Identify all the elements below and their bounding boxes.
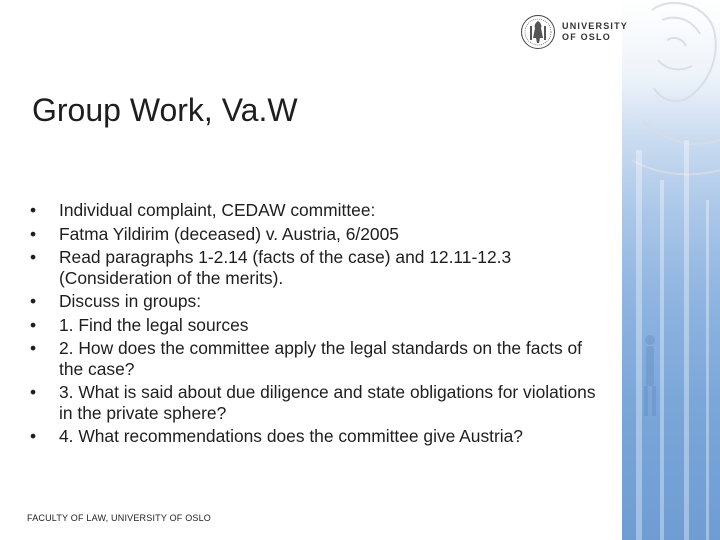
bullet-item (30, 338, 610, 379)
bullet-item (30, 200, 610, 221)
bullet-marker: • (30, 223, 37, 244)
decorative-side-band (622, 0, 720, 540)
slide-footer: FACULTY OF LAW, UNIVERSITY OF OSLO (27, 513, 212, 523)
university-seal-icon (520, 14, 556, 50)
bullet-item (30, 426, 610, 447)
bullet-text: 3. What is said about due diligence and state obligations for violations in the private sphere? (59, 382, 596, 423)
bullet-item (30, 247, 610, 288)
bullet-marker: • (30, 200, 37, 220)
bullet-text: 4. What recommendations does the committee give Austria? (59, 426, 523, 446)
bullet-marker: • (30, 314, 37, 335)
bullet-text: Individual complaint, CEDAW committee: (59, 200, 376, 220)
bullet-marker: • (30, 338, 37, 358)
bullet-item (30, 291, 610, 312)
bullet-text: Fatma Yildirim (deceased) v. Austria, 6/2005 (59, 223, 399, 244)
bullet-marker: • (30, 247, 37, 267)
bullet-item (30, 224, 610, 245)
logo-text (562, 21, 628, 43)
bullet-text: Read paragraphs 1-2.14 (facts of the case) and 12.11-12.3 (Consideration of the merits). (59, 247, 512, 288)
bullet-marker: • (30, 426, 37, 446)
bullet-marker: • (30, 291, 37, 311)
bullet-item (30, 315, 610, 336)
bullet-marker: • (30, 382, 37, 402)
university-logo (520, 14, 628, 50)
statue-decoration-icon (622, 0, 720, 540)
bullet-text: Discuss in groups: (59, 291, 202, 311)
slide-title: Group Work, Va.W (32, 92, 298, 128)
bullet-item (30, 382, 610, 423)
bullet-text: 2. How does the committee apply the legal standards on the facts of the case? (59, 338, 582, 379)
logo-line-1: UNIVERSITY (562, 21, 629, 31)
logo-line-2: OF OSLO (562, 32, 611, 42)
bullet-list (30, 200, 610, 450)
bullet-text: 1. Find the legal sources (59, 314, 249, 335)
